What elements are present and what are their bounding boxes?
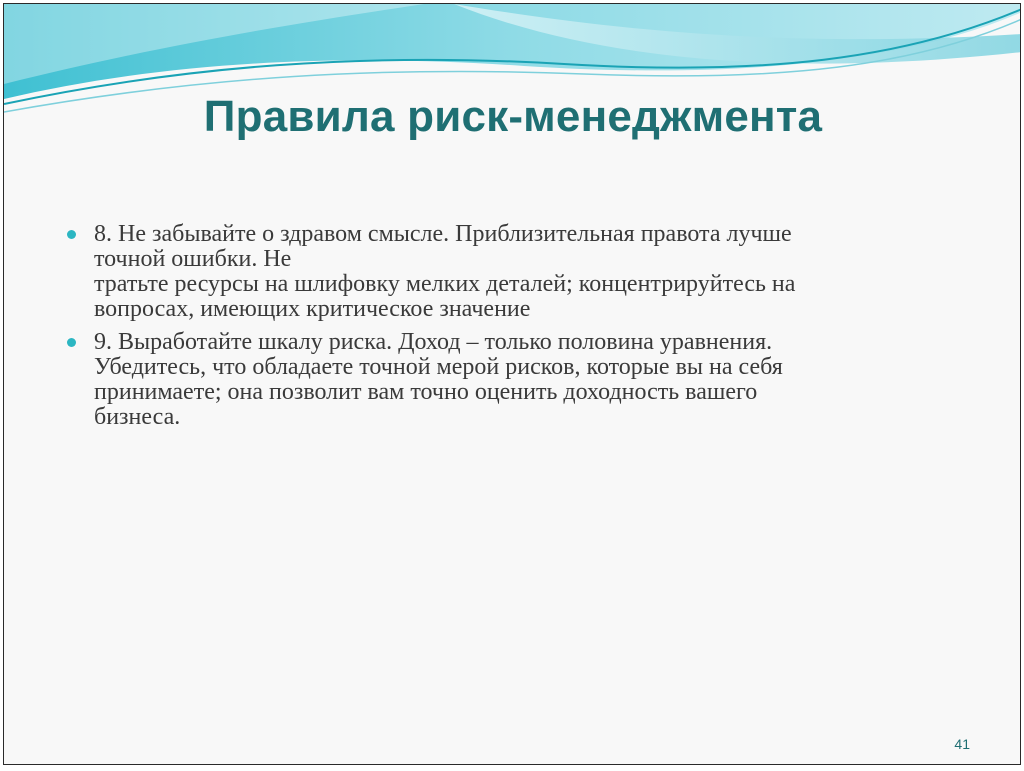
- page-number: 41: [954, 736, 970, 752]
- bullet-text-line: 8. Не забывайте о здравом смысле. Приблизительная правота лучше: [94, 221, 792, 247]
- bullet-item: [64, 222, 944, 322]
- slide-title: Правила риск-менеджмента: [203, 92, 823, 141]
- bullet-text-line: бизнеса.: [94, 404, 181, 430]
- bullet-text-line: тратьте ресурсы на шлифовку мелких деталей; концентрируйтесь на: [94, 271, 796, 297]
- bullet-list: [64, 222, 944, 438]
- bullet-item: [64, 330, 944, 430]
- bullet-dot-icon: [67, 230, 76, 239]
- slide: [3, 3, 1021, 765]
- bullet-text-line: точной ошибки. Не: [94, 246, 292, 272]
- bullet-text-line: Убедитесь, что обладаете точной мерой рисков, которые вы на себя: [94, 354, 783, 380]
- bullet-text-line: 9. Выработайте шкалу риска. Доход – только половина уравнения.: [94, 329, 773, 355]
- bullet-text-line: вопросах, имеющих критическое значение: [94, 296, 531, 322]
- bullet-dot-icon: [67, 338, 76, 347]
- bullet-text-line: принимаете; она позволит вам точно оценить доходность вашего: [94, 379, 758, 405]
